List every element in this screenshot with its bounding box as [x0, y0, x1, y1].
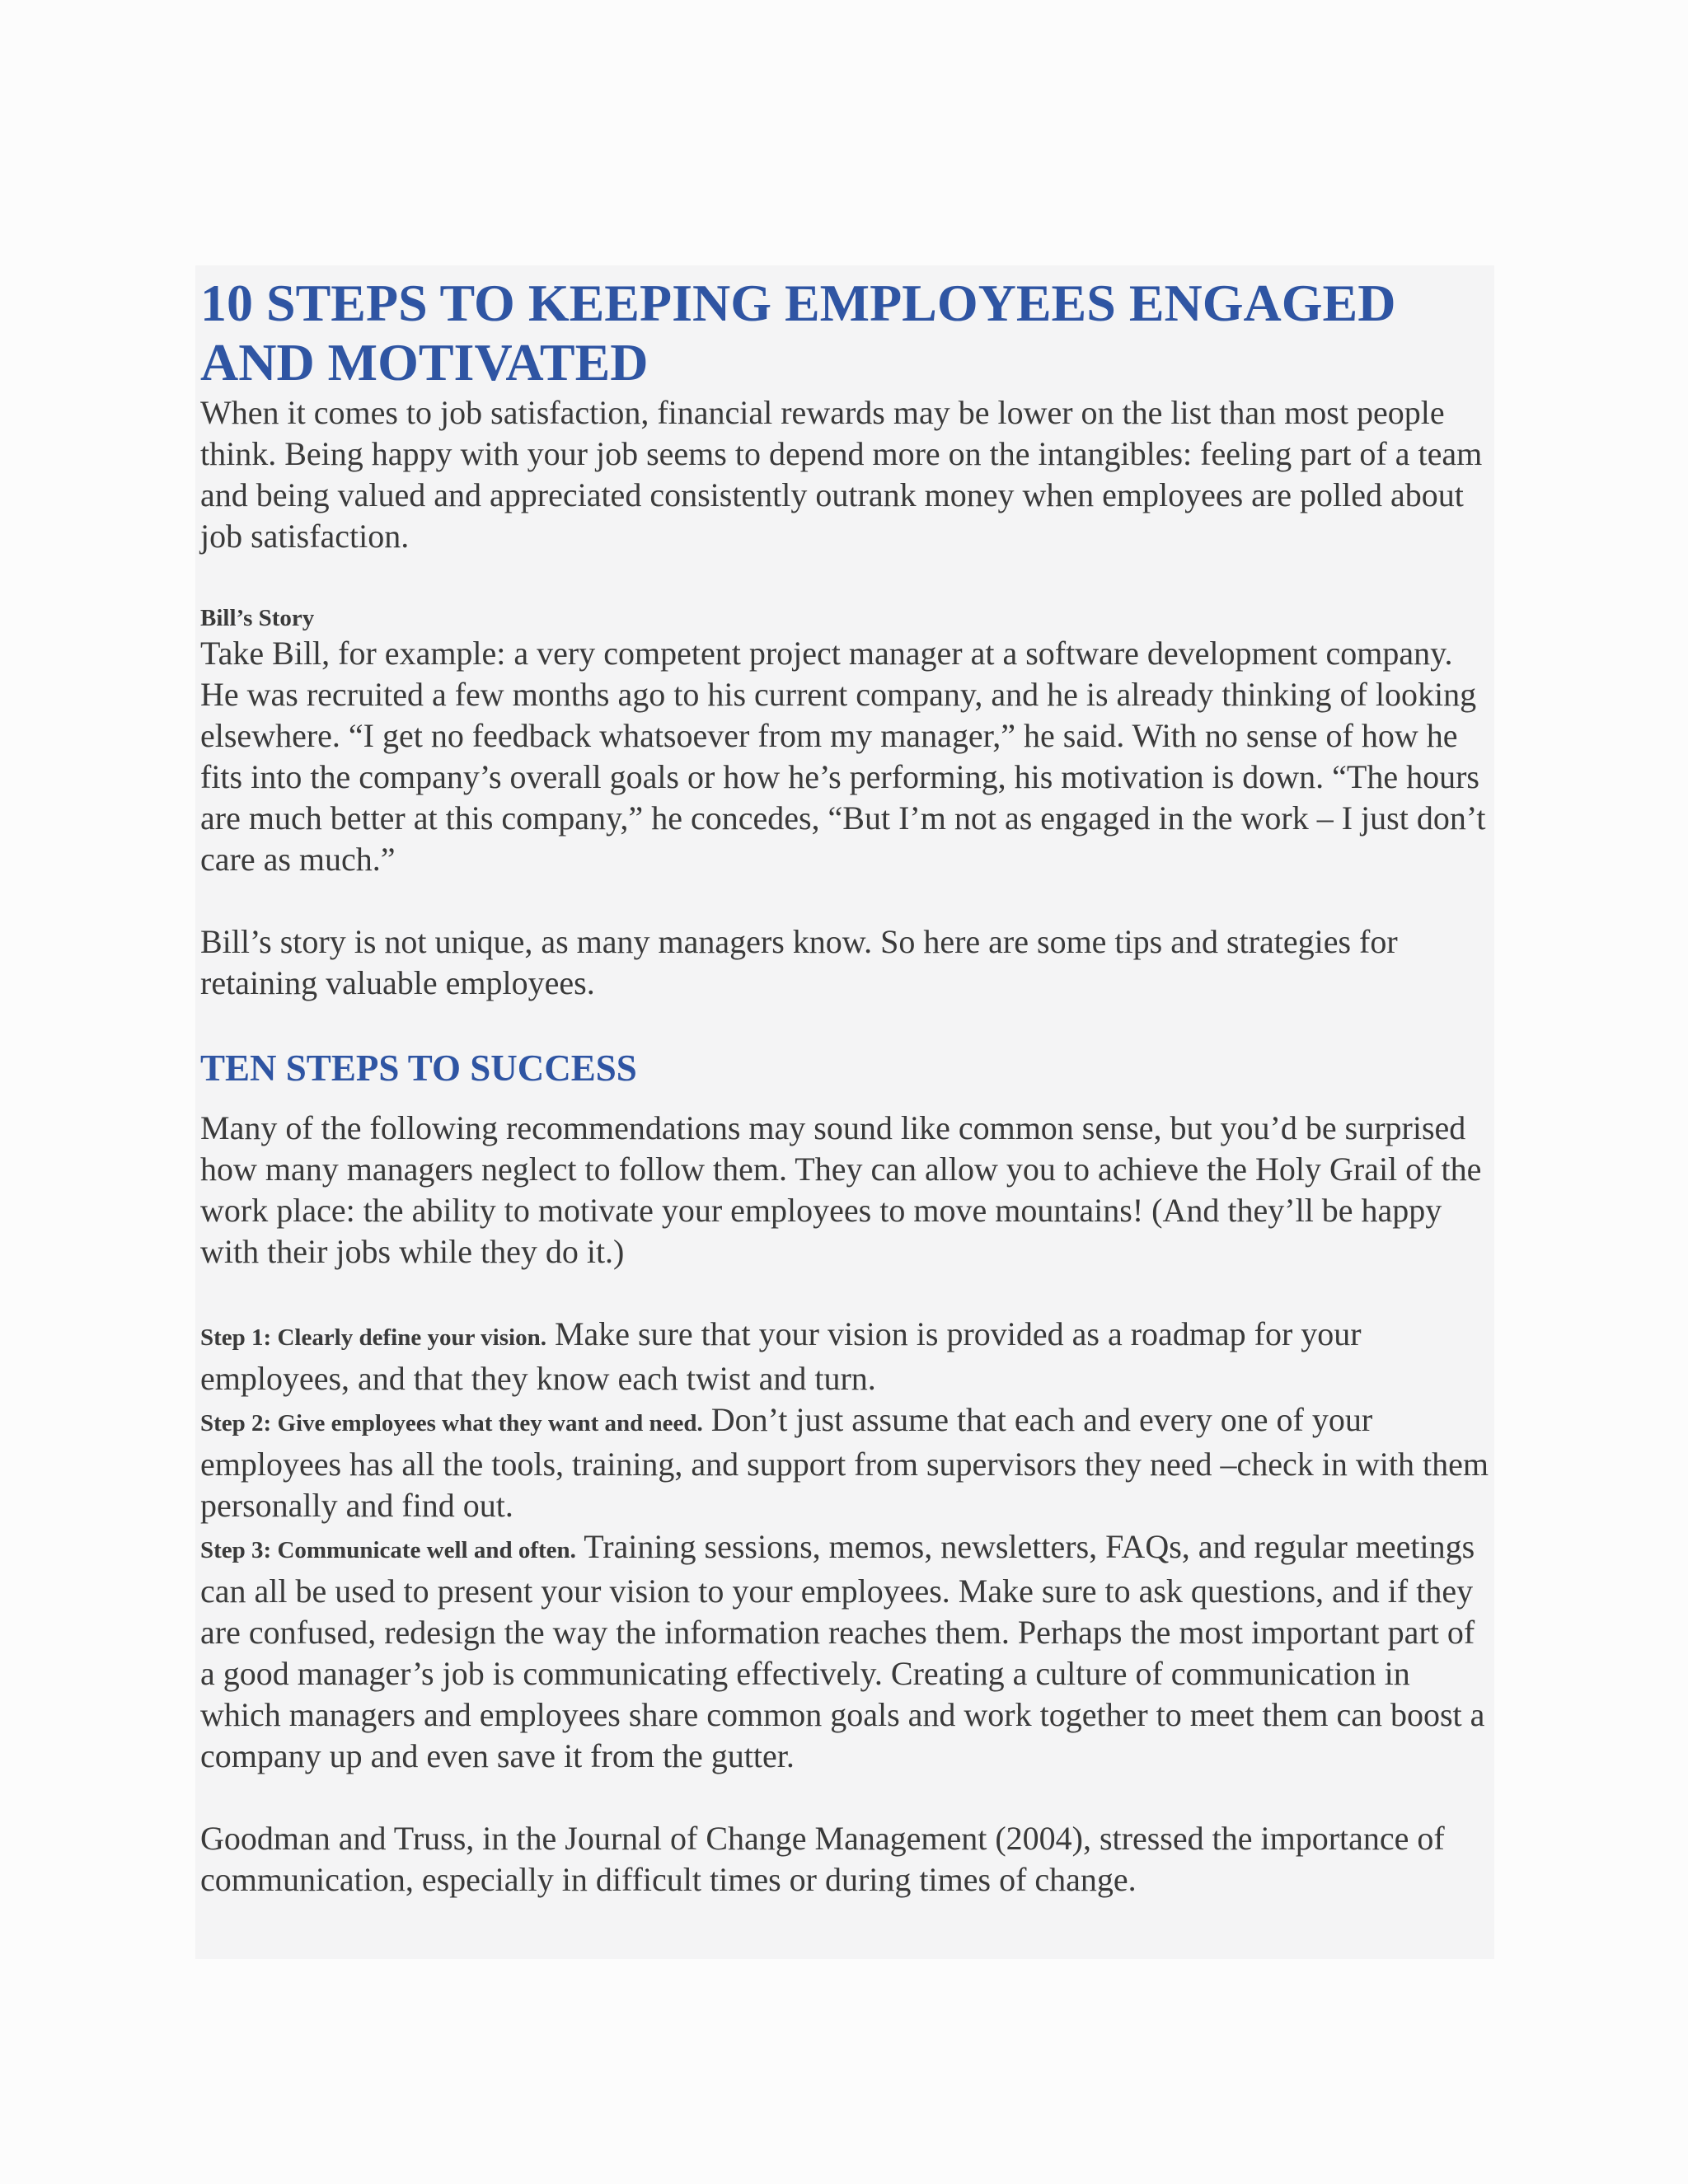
step-2-label: Step 2: Give employees what they want and need.: [200, 1410, 703, 1436]
section-intro-paragraph: Many of the following recommendations may sound like common sense, but you’d be surprised how many managers neglect to follow them. They can allow you to achieve the Holy Grail of the work place: the ability to motivate your employees to move mountains! (And they’ll be happy with their jobs while they do it.): [200, 1109, 1482, 1270]
intro-paragraph: When it comes to job satisfaction, financial rewards may be lower on the list than most people think. Being happy with your job seems to depend more on the intangibles: feeling part of a team and being valued and appreciated consistently outrank money when employees are polled about job satisfaction.: [200, 394, 1483, 555]
story-paragraph: Take Bill, for example: a very competent project manager at a software development company. He was recruited a few months ago to his current company, and he is already thinking of looking elsewhere. “I get no feedback whatsoever from my manager,” he said. With no sense of how he fits into the company’s overall goals or how he’s performing, his motivation is down. “The hours are much better at this company,” he concedes, “But I’m not as engaged in the work – I just don’t care as much.”: [200, 635, 1486, 878]
step-3-text: Training sessions, memos, newsletters, FAQs, and regular meetings can all be used to present your vision to your employees. Make sure to ask questions, and if they are confused, redesign the way the information reaches them. Perhaps the most important part of a good manager’s job is communicating effectively. Creating a culture of communication in which managers and employees share common goals and work together to meet them can boost a company up and even save it from the gutter.: [200, 1528, 1485, 1774]
story-followup-paragraph: Bill’s story is not unique, as many managers know. So here are some tips and strategies for retaining valuable employees.: [200, 923, 1398, 1001]
document-title: 10 STEPS TO KEEPING EMPLOYEES ENGAGED AND MOTIVATED: [200, 274, 1396, 391]
step-2-text: Don’t just assume that each and every one of your employees has all the tools, training, and support from supervisors they need –check in with them personally and find out.: [200, 1401, 1489, 1524]
closing-paragraph: Goodman and Truss, in the Journal of Change Management (2004), stressed the importance of communication, especially in difficult times or during times of change.: [200, 1820, 1445, 1898]
step-1-text: Make sure that your vision is provided as a roadmap for your employees, and that they know each twist and turn.: [200, 1315, 1362, 1397]
section-heading: TEN STEPS TO SUCCESS: [200, 1047, 637, 1089]
step-2-paragraph: [200, 1399, 1489, 1526]
step-1-label: Step 1: Clearly define your vision.: [200, 1324, 546, 1351]
story-heading: Bill’s Story: [200, 605, 315, 631]
step-3-label: Step 3: Communicate well and often.: [200, 1537, 576, 1563]
step-1-paragraph: [200, 1314, 1489, 1399]
step-3-paragraph: [200, 1526, 1489, 1777]
document-body: [195, 265, 1494, 1959]
